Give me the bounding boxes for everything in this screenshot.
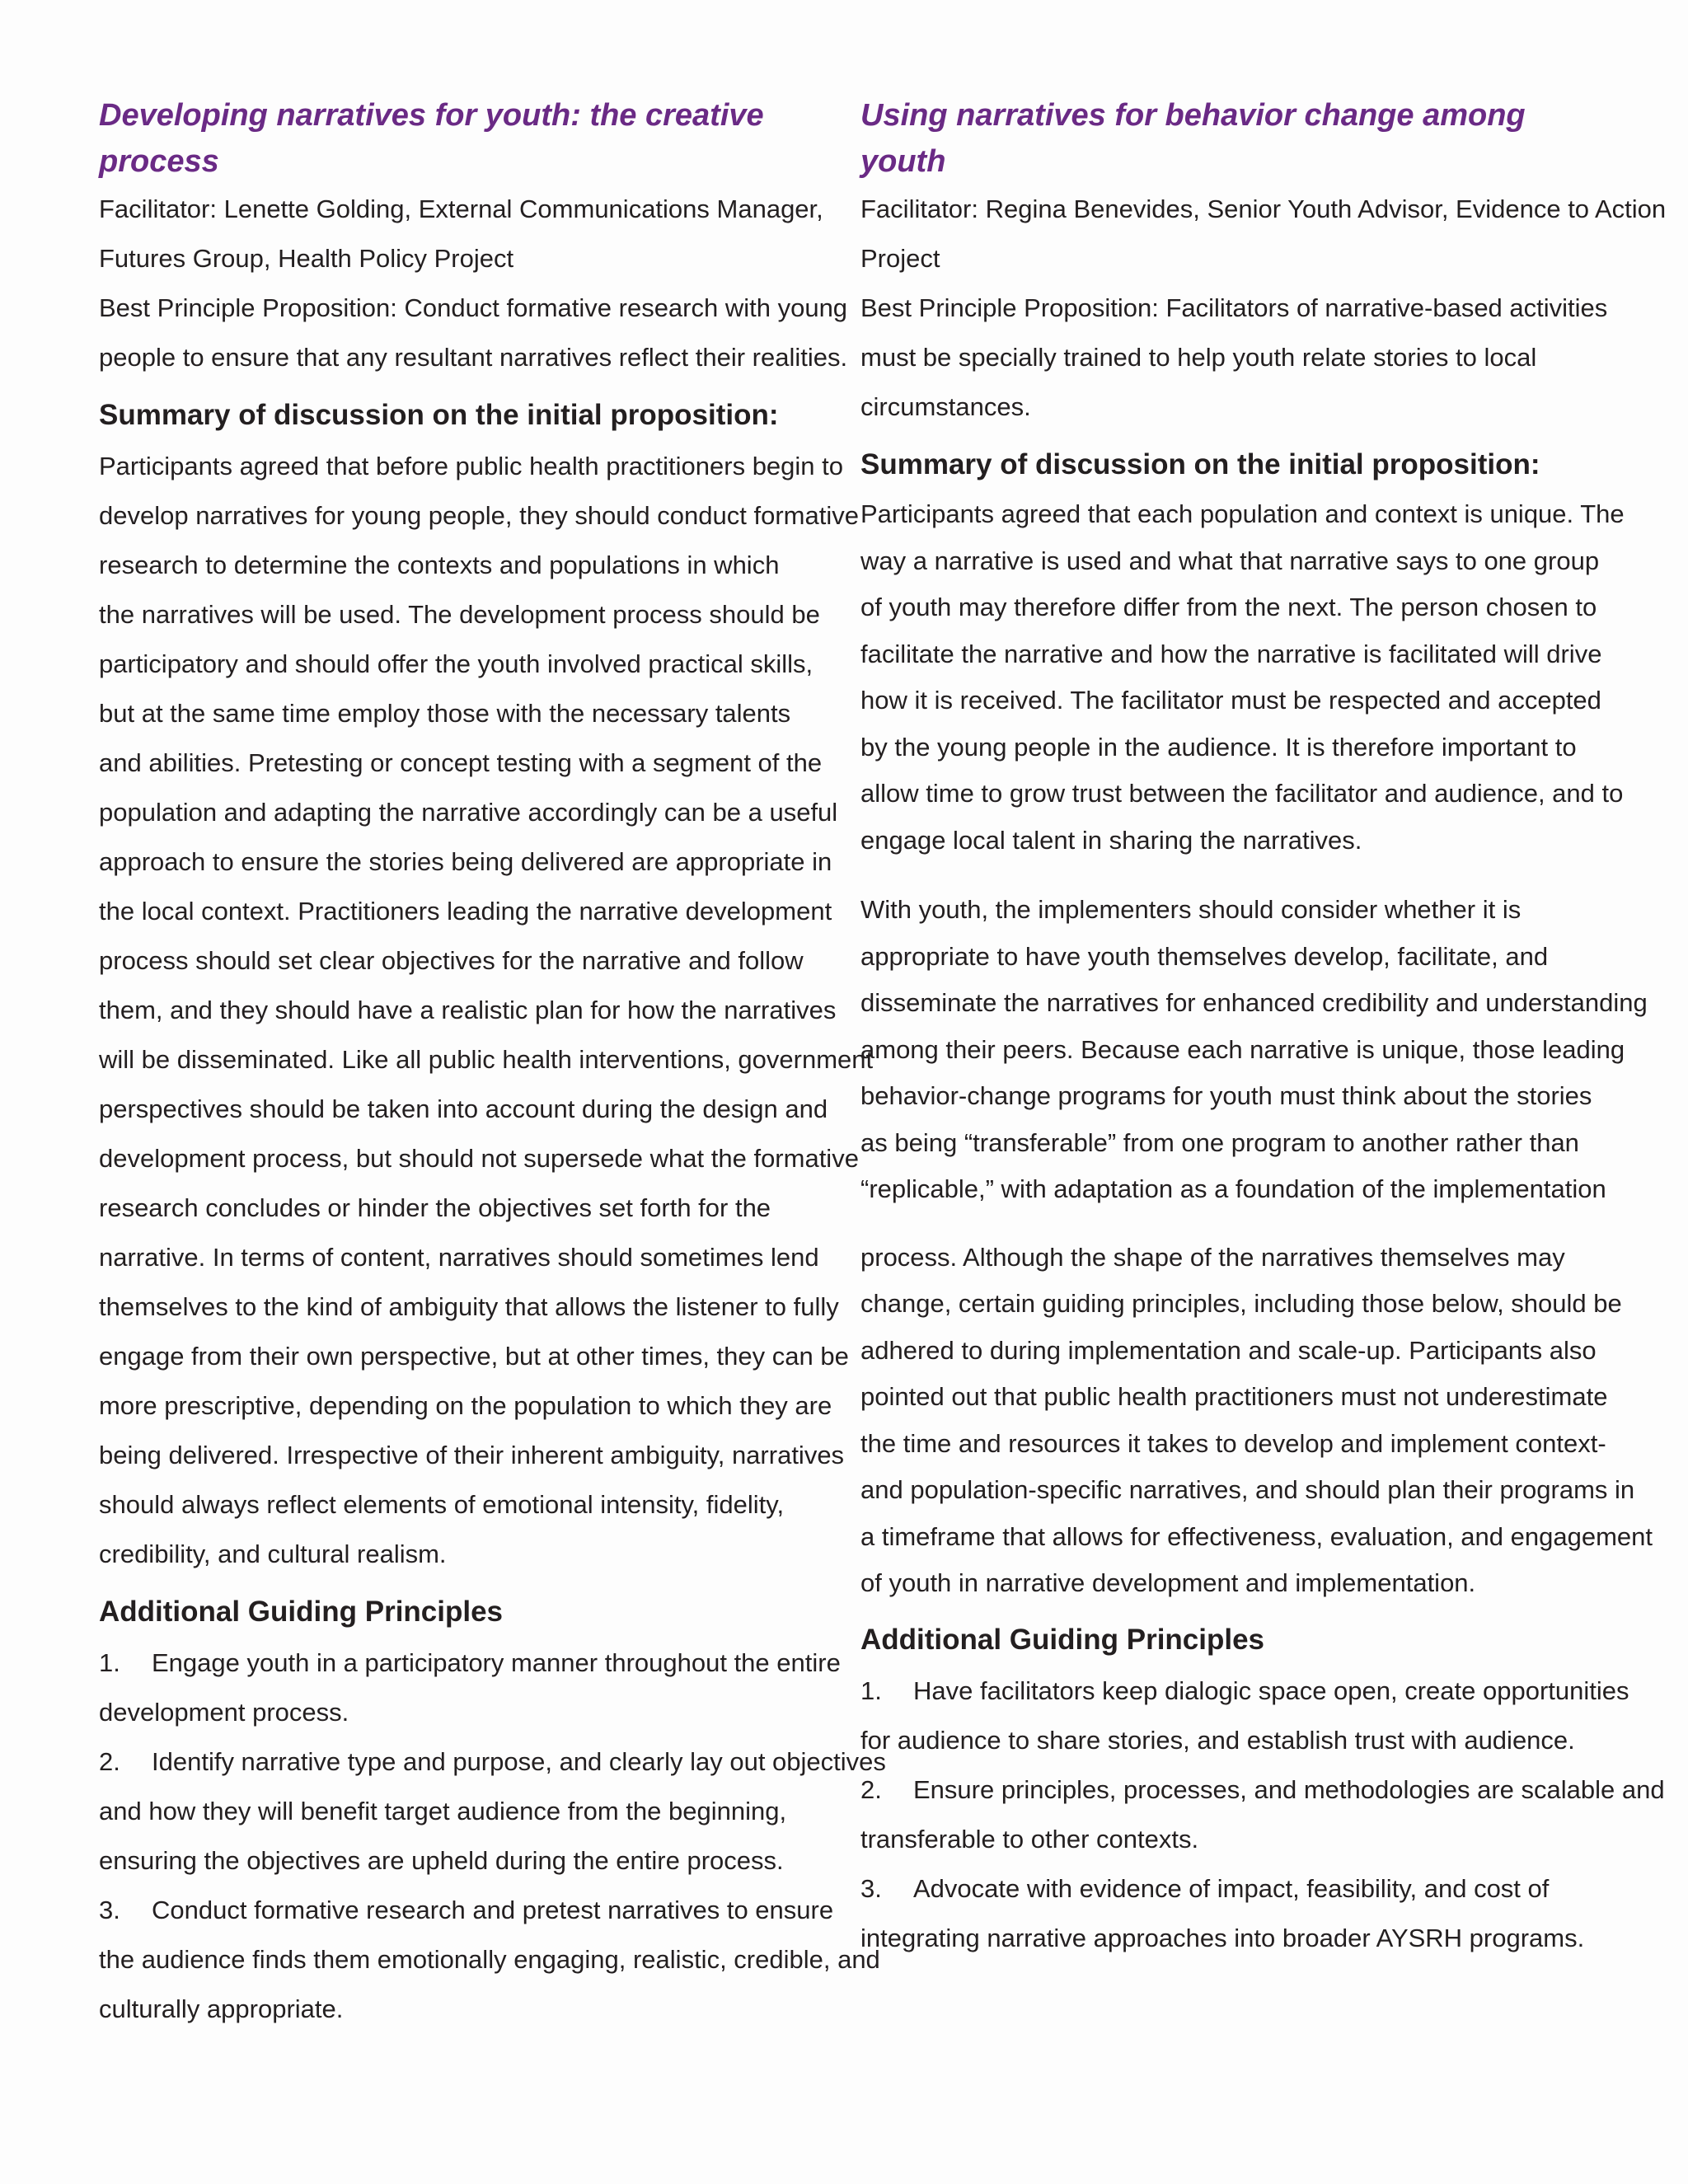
left-summary-line: approach to ensure the stories being delivered are appropriate in — [99, 847, 832, 876]
list-item-continuation: transferable to other contexts. — [860, 1824, 1199, 1854]
right-summary-line: how it is received. The facilitator must be respected and accepted — [860, 686, 1601, 715]
right-summary-line: and population-specific narratives, and should plan their programs in — [860, 1475, 1635, 1504]
list-item-text: Advocate with evidence of impact, feasibility, and cost of — [913, 1873, 1550, 1903]
right-summary-line: adhered to during implementation and scale-up. Participants also — [860, 1335, 1597, 1365]
list-item — [860, 1765, 1665, 1815]
left-summary-line: the narratives will be used. The development process should be — [99, 600, 820, 629]
right-section-title: Using narratives for behavior change among youth — [860, 98, 1526, 179]
right-intro-line: must be specially trained to help youth relate stories to local — [860, 343, 1537, 372]
list-item-continuation: the audience finds them emotionally engaging, realistic, credible, and — [99, 1945, 880, 1974]
right-summary-para-3 — [860, 1235, 1653, 1607]
left-summary-line: and abilities. Pretesting or concept testing with a segment of the — [99, 748, 823, 777]
right-summary-line: allow time to grow trust between the facilitator and audience, and to — [860, 779, 1624, 808]
right-summary-line: Participants agreed that each population and context is unique. The — [860, 499, 1625, 528]
right-summary-line: way a narrative is used and what that narrative says to one group — [860, 546, 1600, 575]
right-summary-line: engage local talent in sharing the narratives. — [860, 825, 1362, 855]
list-item — [99, 1638, 841, 1688]
list-item-continuation: integrating narrative approaches into broader AYSRH programs. — [860, 1923, 1585, 1952]
right-intro — [860, 185, 1667, 432]
right-summary-line: of youth in narrative development and implementation. — [860, 1568, 1476, 1597]
right-summary-line: disseminate the narratives for enhanced credibility and understanding — [860, 988, 1648, 1017]
list-item — [99, 1737, 886, 1787]
right-summary-line: by the young people in the audience. It is therefore important to — [860, 732, 1577, 762]
left-column — [99, 92, 886, 2034]
left-summary-body — [99, 442, 874, 1579]
right-summary-line: behavior-change programs for youth must think about the stories — [860, 1081, 1592, 1110]
left-summary-line: research concludes or hinder the objectives set forth for the — [99, 1193, 771, 1222]
left-summary-line: but at the same time employ those with the necessary talents — [99, 699, 791, 728]
right-summary-heading: Summary of discussion on the initial proposition: — [860, 448, 1540, 480]
right-principles-heading: Additional Guiding Principles — [860, 1623, 1265, 1656]
left-summary-line: will be disseminated. Like all public health interventions, government — [99, 1045, 874, 1074]
right-summary-line: pointed out that public health practitioners must not underestimate — [860, 1382, 1608, 1411]
left-summary-line: develop narratives for young people, they should conduct formative — [99, 501, 859, 530]
left-summary-line: should always reflect elements of emotional intensity, fidelity, — [99, 1490, 785, 1519]
paragraph-gap — [860, 1213, 1598, 1235]
right-summary-line: as being “transferable” from one program to another rather than — [860, 1127, 1579, 1157]
left-intro-line: Facilitator: Lenette Golding, External Communications Manager, — [99, 194, 823, 223]
right-summary-line: With youth, the implementers should consider whether it is — [860, 895, 1522, 924]
list-item-text: Identify narrative type and purpose, and clearly lay out objectives — [152, 1747, 886, 1776]
list-number: 3. — [99, 1896, 120, 1924]
left-intro-line: people to ensure that any resultant narratives reflect their realities. — [99, 343, 848, 372]
left-summary-line: research to determine the contexts and populations in which — [99, 551, 780, 579]
right-summary-line: process. Although the shape of the narratives themselves may — [860, 1242, 1565, 1272]
left-summary-line: the local context. Practitioners leading the narrative development — [99, 897, 832, 926]
right-column — [860, 92, 1667, 1963]
right-intro-line: Best Principle Proposition: Facilitators of narrative-based activities — [860, 293, 1608, 322]
right-intro-line: Facilitator: Regina Benevides, Senior Youth Advisor, Evidence to Action — [860, 194, 1667, 223]
left-summary-line: population and adapting the narrative accordingly can be a useful — [99, 798, 838, 827]
list-number: 1. — [99, 1648, 120, 1677]
left-principles-list — [99, 1638, 886, 2034]
right-summary-para-2 — [860, 887, 1648, 1213]
left-summary-line: Participants agreed that before public health practitioners begin to — [99, 452, 844, 480]
left-summary-line: participatory and should offer the youth involved practical skills, — [99, 649, 814, 678]
list-item-continuation: culturally appropriate. — [99, 1994, 344, 2023]
left-summary-line: being delivered. Irrespective of their inherent ambiguity, narratives — [99, 1441, 845, 1469]
right-summary-para-1 — [860, 491, 1625, 864]
right-summary-line: change, certain guiding principles, including those below, should be — [860, 1289, 1622, 1318]
list-item-continuation: and how they will benefit target audience from the beginning, — [99, 1797, 787, 1825]
left-summary-line: them, and they should have a realistic plan for how the narratives — [99, 996, 837, 1024]
right-summary-line: a timeframe that allows for effectiveness, evaluation, and engagement — [860, 1521, 1653, 1551]
left-intro-line: Best Principle Proposition: Conduct formative research with young — [99, 293, 848, 322]
left-summary-line: perspectives should be taken into account during the design and — [99, 1094, 828, 1123]
left-summary-line: narrative. In terms of content, narratives should sometimes lend — [99, 1243, 819, 1272]
right-intro-line: circumstances. — [860, 392, 1031, 421]
list-item-text: Ensure principles, processes, and methodologies are scalable and — [913, 1774, 1665, 1804]
right-principles-list — [860, 1666, 1665, 1963]
left-summary-line: credibility, and cultural realism. — [99, 1540, 447, 1568]
left-intro — [99, 185, 848, 382]
right-summary-line: facilitate the narrative and how the narrative is facilitated will drive — [860, 639, 1602, 668]
list-number: 1. — [860, 1675, 882, 1705]
list-item-continuation: ensuring the objectives are upheld during the entire process. — [99, 1846, 784, 1875]
paragraph-gap — [860, 864, 1598, 887]
list-item — [860, 1864, 1598, 1914]
left-intro-line: Futures Group, Health Policy Project — [99, 244, 514, 273]
list-number: 3. — [860, 1873, 882, 1903]
right-summary-line: of youth may therefore differ from the next. The person chosen to — [860, 593, 1597, 621]
list-item-text: Engage youth in a participatory manner throughout the entire — [152, 1648, 841, 1677]
list-number: 2. — [99, 1747, 120, 1776]
list-item-text: Conduct formative research and pretest narratives to ensure — [152, 1896, 834, 1924]
left-section-title: Developing narratives for youth: the creative process — [99, 98, 764, 179]
list-number: 2. — [860, 1774, 882, 1804]
list-item-continuation: development process. — [99, 1698, 349, 1727]
right-summary-line: appropriate to have youth themselves develop, facilitate, and — [860, 941, 1549, 971]
right-summary-line: among their peers. Because each narrative is unique, those leading — [860, 1034, 1625, 1064]
left-principles-heading: Additional Guiding Principles — [99, 1596, 504, 1628]
list-item-text: Have facilitators keep dialogic space open, create opportunities — [913, 1675, 1629, 1705]
left-summary-heading: Summary of discussion on the initial proposition: — [99, 399, 779, 431]
list-item-continuation: for audience to share stories, and establish trust with audience. — [860, 1725, 1575, 1755]
right-summary-line: the time and resources it takes to develop and implement context- — [860, 1428, 1606, 1458]
left-summary-line: development process, but should not supersede what the formative — [99, 1144, 859, 1173]
left-summary-line: more prescriptive, depending on the population to which they are — [99, 1391, 832, 1420]
list-item — [99, 1886, 834, 1935]
right-summary-line: “replicable,” with adaptation as a foundation of the implementation — [860, 1174, 1606, 1203]
list-item — [860, 1666, 1629, 1716]
left-summary-line: engage from their own perspective, but at other times, they can be — [99, 1342, 849, 1371]
left-summary-line: process should set clear objectives for the narrative and follow — [99, 946, 804, 975]
right-intro-line: Project — [860, 244, 940, 273]
left-summary-line: themselves to the kind of ambiguity that allows the listener to fully — [99, 1292, 839, 1321]
